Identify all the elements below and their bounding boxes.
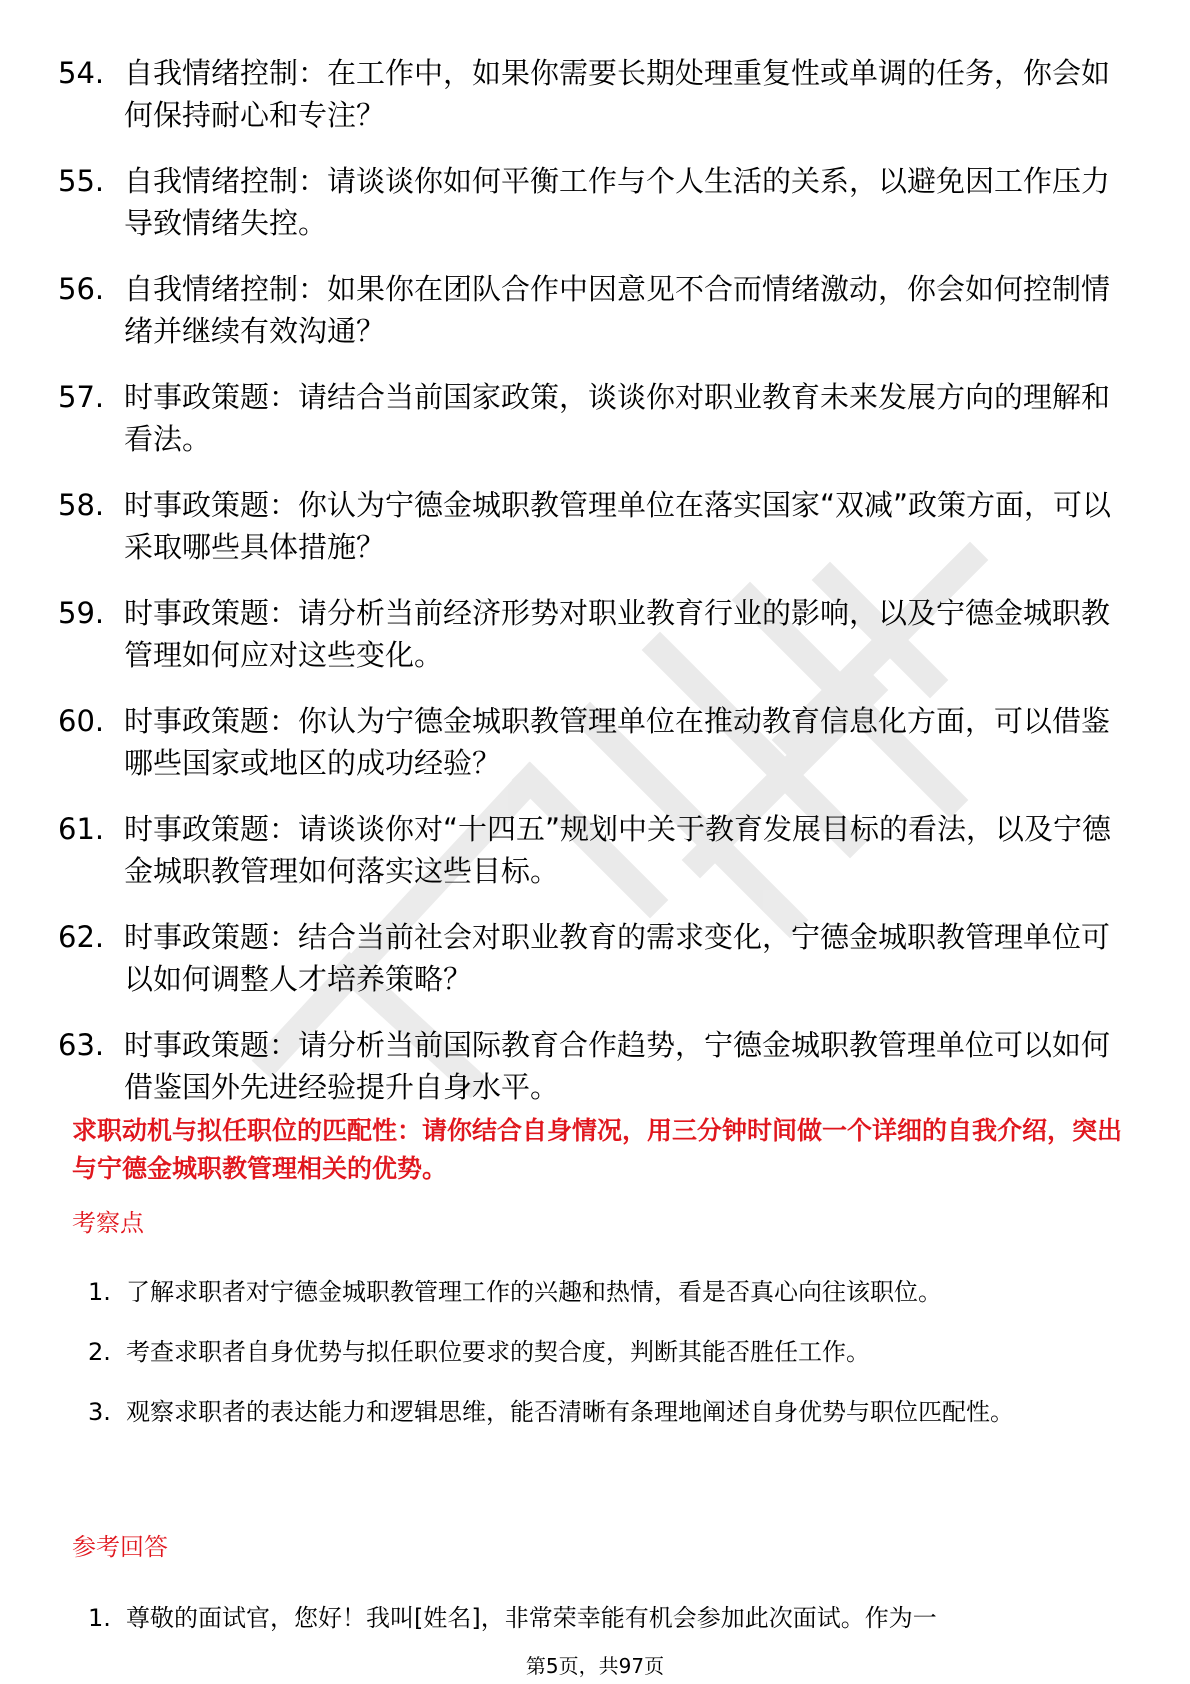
question-item (58, 808, 1118, 892)
reference-heading: 参考回答 (72, 1533, 168, 1561)
question-number: 57. (58, 380, 105, 414)
list-item-number: 3. (88, 1398, 111, 1426)
question-text: 时事政策题：请分析当前国际教育合作趋势，宁德金城职教管理单位可以如何借鉴国外先进经验提升自身水平。 (124, 1028, 1111, 1104)
question-text: 时事政策题：请分析当前经济形势对职业教育行业的影响，以及宁德金城职教管理如何应对这些变化。 (124, 596, 1111, 672)
question-item (58, 916, 1118, 1000)
question-text: 自我情绪控制：在工作中，如果你需要长期处理重复性或单调的任务，你会如何保持耐心和专注？ (124, 56, 1111, 132)
list-item-number: 1. (88, 1604, 111, 1632)
list-item-text: 尊敬的面试官，您好！我叫[姓名]，非常荣幸能有机会参加此次面试。作为一 (126, 1604, 937, 1632)
list-item-number: 1. (88, 1278, 111, 1306)
question-item (58, 160, 1118, 244)
question-number: 59. (58, 596, 105, 630)
question-item (58, 592, 1118, 676)
question-text: 自我情绪控制：请谈谈你如何平衡工作与个人生活的关系，以避免因工作压力导致情绪失控。 (124, 164, 1111, 240)
list-item-number: 2. (88, 1338, 111, 1366)
question-text: 时事政策题：请结合当前国家政策，谈谈你对职业教育未来发展方向的理解和看法。 (124, 380, 1111, 456)
list-item-text: 了解求职者对宁德金城职教管理工作的兴趣和热情，看是否真心向往该职位。 (126, 1278, 942, 1306)
question-item (58, 268, 1118, 352)
question-text: 时事政策题：你认为宁德金城职教管理单位在推动教育信息化方面，可以借鉴哪些国家或地区的成功经验？ (124, 704, 1111, 780)
question-item (58, 376, 1118, 460)
list-item (88, 1262, 1118, 1322)
question-number: 58. (58, 488, 105, 522)
question-text: 时事政策题：请谈谈你对“十四五”规划中关于教育发展目标的看法，以及宁德金城职教管理如何落实这些目标。 (124, 812, 1112, 888)
question-item (58, 1024, 1118, 1108)
question-text: 时事政策题：你认为宁德金城职教管理单位在落实国家“双减”政策方面，可以采取哪些具体措施？ (124, 488, 1112, 564)
question-text: 时事政策题：结合当前社会对职业教育的需求变化，宁德金城职教管理单位可以如何调整人才培养策略？ (124, 920, 1111, 996)
question-number: 62. (58, 920, 105, 954)
question-text: 自我情绪控制：如果你在团队合作中因意见不合而情绪激动，你会如何控制情绪并继续有效沟通？ (124, 272, 1111, 348)
list-item (88, 1322, 1118, 1382)
question-number: 55. (58, 164, 105, 198)
inspection-list (88, 1262, 1118, 1442)
list-item (88, 1382, 1118, 1442)
question-item (58, 52, 1118, 136)
question-number: 60. (58, 704, 105, 738)
question-number: 61. (58, 812, 105, 846)
question-item (58, 484, 1118, 568)
question-number: 54. (58, 56, 105, 90)
list-item-text: 考查求职者自身优势与拟任职位要求的契合度，判断其能否胜任工作。 (126, 1338, 870, 1366)
question-number: 63. (58, 1028, 105, 1062)
question-item (58, 700, 1118, 784)
question-list (58, 52, 1118, 1132)
inspection-heading: 考察点 (72, 1209, 144, 1237)
list-item (88, 1588, 1118, 1648)
reference-list (88, 1588, 1118, 1648)
section-title: 求职动机与拟任职位的匹配性：请你结合自身情况，用三分钟时间做一个详细的自我介绍，突出与宁德金城职教管理相关的优势。 (72, 1116, 1123, 1183)
question-number: 56. (58, 272, 105, 306)
page-number: 第5页，共97页 (525, 1654, 665, 1678)
list-item-text: 观察求职者的表达能力和逻辑思维，能否清晰有条理地阐述自身优势与职位匹配性。 (126, 1398, 1014, 1426)
